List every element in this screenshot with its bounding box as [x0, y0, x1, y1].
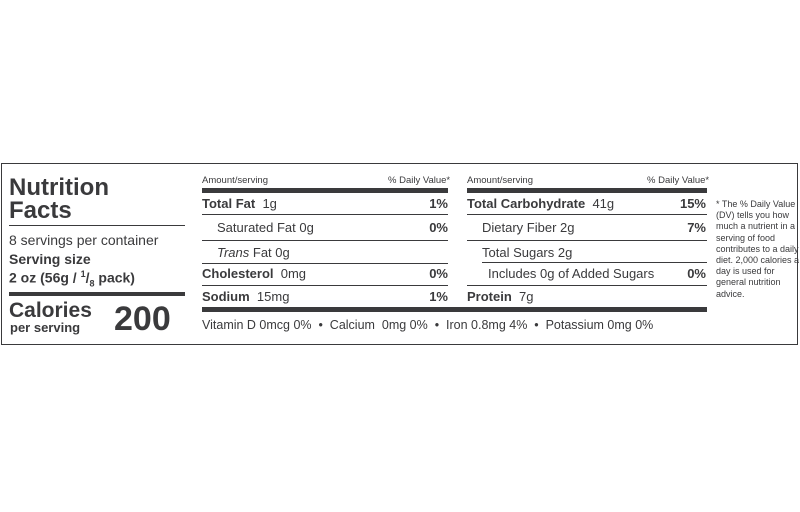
- title-nutrition: Nutrition: [9, 174, 109, 201]
- footnote-line: (DV) tells you how: [716, 210, 790, 221]
- right-header-amount: Amount/serving: [467, 175, 534, 186]
- title-divider: [9, 225, 185, 226]
- vitamins-line: Vitamin D 0mcg 0% • Calcium 0mg 0% • Iron 0.8mg 4% • Potassium 0mg 0%: [202, 318, 654, 332]
- calories-value: 200: [114, 300, 171, 338]
- footnote-line: advice.: [716, 288, 745, 299]
- right-divider-partial: [482, 262, 707, 263]
- right-divider: [467, 240, 707, 241]
- saturated-fat-row: Saturated Fat 0g: [217, 220, 314, 235]
- serving-size-label: Serving size: [9, 251, 91, 267]
- cholesterol-row: Cholesterol 0mg: [202, 266, 307, 281]
- bottom-bar: [202, 307, 707, 312]
- footnote-line: * The % Daily Value: [716, 199, 796, 209]
- footnote-line: day is used for: [716, 266, 775, 277]
- trans-fat-row: Trans Fat 0g: [217, 245, 290, 260]
- total-carb-row: Total Carbohydrate 41g: [467, 196, 615, 211]
- protein-row: Protein 7g: [467, 289, 534, 304]
- right-divider: [467, 214, 707, 215]
- servings-per-container: 8 servings per container: [9, 232, 159, 248]
- footnote-line: much a nutrient in a: [716, 221, 796, 232]
- saturated-fat-dv: 0%: [429, 220, 448, 235]
- dietary-fiber-dv: 7%: [687, 220, 706, 235]
- calories-sub: per serving: [10, 320, 81, 335]
- right-header-bar: [467, 188, 707, 193]
- calories-divider: [9, 292, 185, 296]
- dietary-fiber-row: Dietary Fiber 2g: [482, 220, 575, 235]
- sodium-row: Sodium 15mg: [202, 289, 290, 304]
- total-fat-row: Total Fat 1g: [202, 196, 277, 211]
- added-sugars-row: Includes 0g of Added Sugars: [488, 266, 655, 281]
- right-header-dv: % Daily Value*: [647, 175, 710, 186]
- added-sugars-dv: 0%: [687, 266, 706, 281]
- left-divider: [202, 263, 448, 264]
- total-carb-dv: 15%: [679, 196, 706, 211]
- footnote: [716, 199, 799, 300]
- total-sugars-row: Total Sugars 2g: [482, 245, 573, 260]
- total-fat-dv: 1%: [429, 196, 448, 211]
- left-divider: [202, 285, 448, 286]
- footnote-line: general nutrition: [716, 277, 781, 288]
- footnote-line: diet. 2,000 calories a: [716, 255, 800, 266]
- cholesterol-dv: 0%: [429, 266, 448, 281]
- left-divider: [202, 214, 448, 215]
- left-header-dv: % Daily Value*: [388, 175, 451, 186]
- calories-label: Calories: [9, 299, 92, 322]
- title-facts: Facts: [9, 197, 72, 224]
- sodium-dv: 1%: [429, 289, 448, 304]
- left-header-bar: [202, 188, 448, 193]
- serving-size-value: 2 oz ($56g / ^1/_8$ pack): [9, 269, 135, 289]
- footnote-line: contributes to a daily: [716, 243, 799, 254]
- left-divider: [202, 240, 448, 241]
- footnote-line: serving of food: [716, 232, 776, 243]
- left-header-amount: Amount/serving: [202, 175, 269, 186]
- right-divider: [467, 285, 707, 286]
